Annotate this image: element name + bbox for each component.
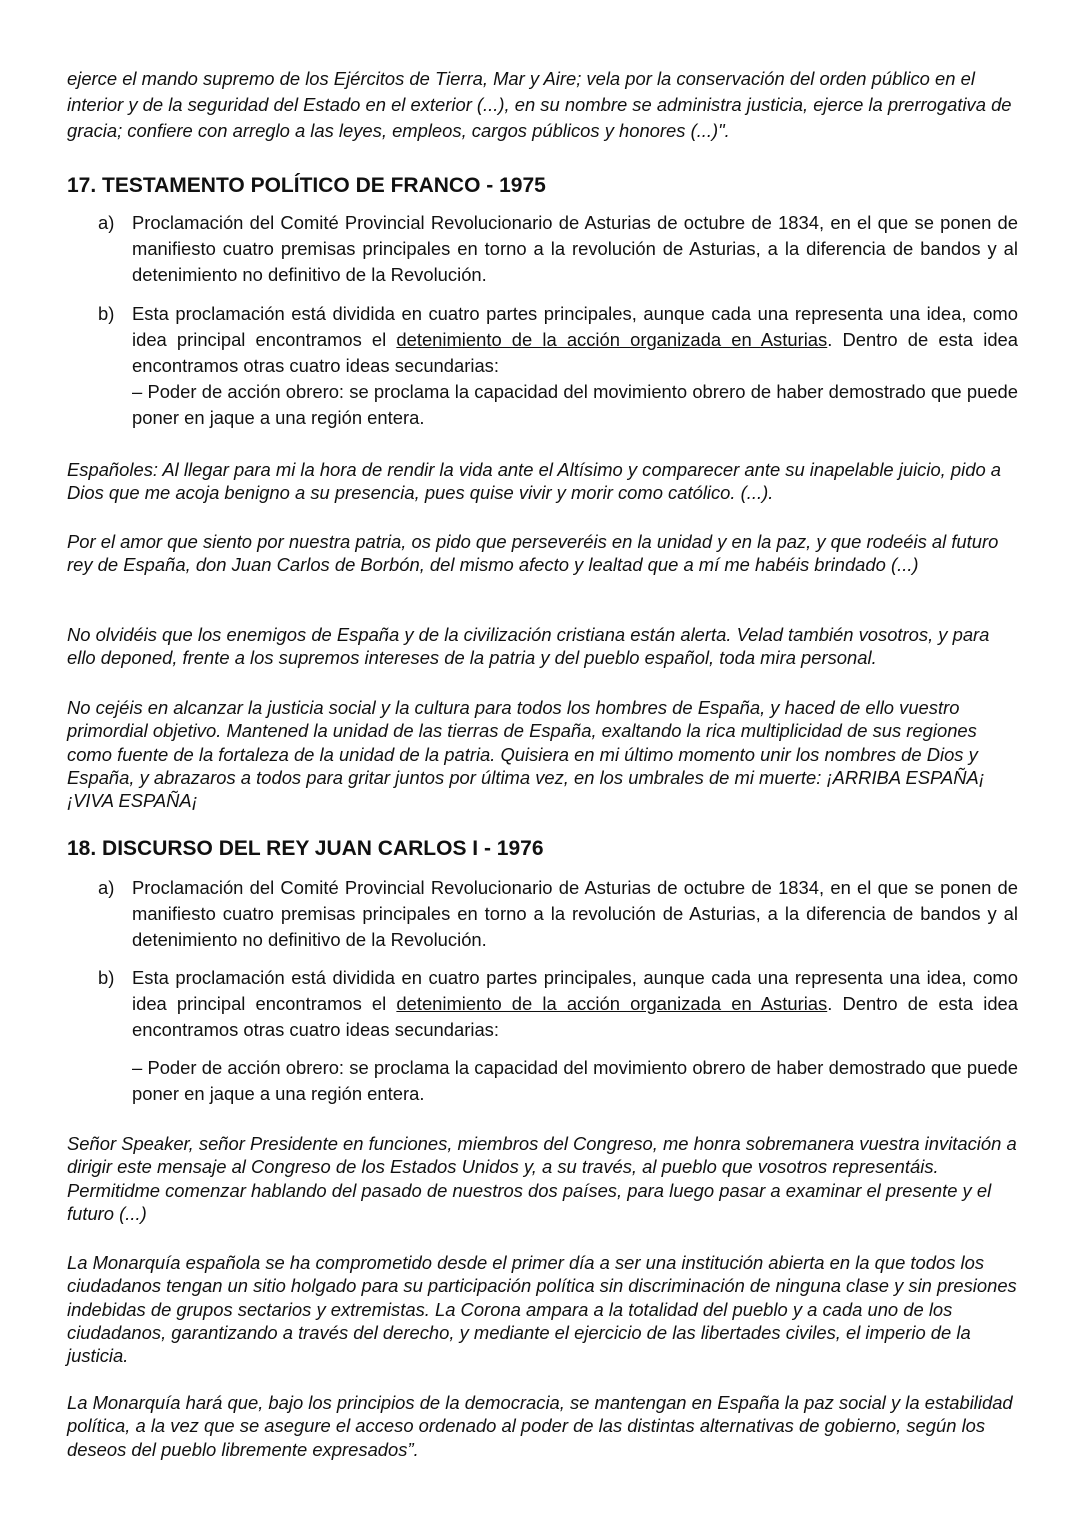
quote-paragraph: La Monarquía española se ha comprometido desde el primer día a ser una institución abierta en la que todos los ciudadanos tengan un sitio holgado para su participación política sin discriminación de ninguna clase y sin presiones indebidas de grupos sectarios y extremistas. La Corona ampara a la totalidad del pueblo y a cada uno de los ciudadanos, garantizando a través del derecho, y mediante el ejercicio de las libertades civiles, el imperio de la justicia.	[67, 1252, 1017, 1367]
dash-point: – Poder de acción obrero: se proclama la capacidad del movimiento obrero de haber demostrado que puede poner en jaque a una región entera.	[132, 381, 1018, 428]
item-label: b)	[98, 303, 115, 324]
section-17-item-b	[98, 301, 1018, 431]
underlined-phrase: detenimiento de la acción organizada en Asturias	[396, 329, 828, 350]
item-text-post: . Dentro de esta idea encontramos otras cuatro ideas secundarias:	[132, 329, 1018, 376]
dash-point: – Poder de acción obrero: se proclama la capacidad del movimiento obrero de haber demostrado que puede poner en jaque a una región entera.	[132, 1057, 1018, 1104]
quote-paragraph: No cejéis en alcanzar la justicia social y la cultura para todos los hombres de España, y haced de ello vuestro primordial objetivo. Mantened la unidad de las tierras de España, exaltando la rica multiplicidad de sus regiones como fuente de la fortaleza de la unidad de la patria. Quisiera en mi último momento unir los nombres de Dios y España, y abrazaros a todos para gritar juntos por última vez, en los umbrales de mi muerte: ¡ARRIBA ESPAÑA¡ ¡VIVA ESPAÑA¡	[67, 697, 985, 812]
item-label: a)	[98, 212, 115, 233]
section-18-heading: 18. DISCURSO DEL REY JUAN CARLOS I - 1976	[67, 837, 544, 860]
section-18-item-a	[98, 875, 1018, 953]
item-text-pre: Esta proclamación está dividida en cuatro partes principales, aunque cada una representa una idea, como idea principal encontramos el	[132, 303, 1018, 350]
item-label: b)	[98, 967, 115, 988]
item-label: a)	[98, 877, 115, 898]
underlined-phrase: detenimiento de la acción organizada en Asturias	[396, 993, 828, 1014]
quote-paragraph: Españoles: Al llegar para mi la hora de rendir la vida ante el Altísimo y comparecer ante su inapelable juicio, pido a Dios que me acoja benigno a su presencia, pues quise vivir y morir como católico. (...).	[67, 459, 1002, 504]
quote-paragraph: Señor Speaker, señor Presidente en funciones, miembros del Congreso, me honra sobremanera vuestra invitación a dirigir este mensaje al Congreso de los Estados Unidos y, a su través, al pueblo que vosotros representáis. Permitidme comenzar hablando del pasado de nuestros dos países, para luego pasar a examinar el presente y el futuro (...)	[67, 1133, 1017, 1224]
section-17-heading: 17. TESTAMENTO POLÍTICO DE FRANCO - 1975	[67, 174, 546, 197]
item-text-post: . Dentro de esta idea encontramos otras cuatro ideas secundarias:	[132, 993, 1018, 1040]
intro-quote: ejerce el mando supremo de los Ejércitos de Tierra, Mar y Aire; vela por la conservación del orden público en el interior y de la seguridad del Estado en el exterior (...), en su nombre se administra justicia, ejerce la prerrogativa de gracia; confiere con arreglo a las leyes, empleos, cargos públicos y honores (...)".	[67, 68, 1012, 141]
quote-paragraph: No olvidéis que los enemigos de España y de la civilización cristiana están alerta. Velad también vosotros, y para ello deponed, frente a los supremos intereses de la patria y del pueblo español, toda mira personal.	[67, 624, 990, 669]
quote-paragraph: La Monarquía hará que, bajo los principios de la democracia, se mantengan en España la paz social y la estabilidad política, a la vez que se asegure el acceso ordenado al poder de las distintas alternativas de gobierno, según los deseos del pueblo libremente expresados”.	[67, 1392, 1013, 1460]
quote-paragraph: Por el amor que siento por nuestra patria, os pido que perseveréis en la unidad y en la paz, y que rodeéis al futuro rey de España, don Juan Carlos de Borbón, del mismo afecto y lealtad que a mí me habéis brindado (...)	[67, 531, 999, 576]
item-text: Proclamación del Comité Provincial Revolucionario de Asturias de octubre de 1834, en el que se ponen de manifiesto cuatro premisas principales en torno a la revolución de Asturias, a la diferencia de bandos y al detenimiento no definitivo de la Revolución.	[132, 212, 1018, 285]
item-text	[132, 301, 1018, 379]
section-18-item-b	[98, 965, 1018, 1107]
item-text	[132, 965, 1018, 1043]
section-17-item-a	[98, 210, 1018, 288]
item-text: Proclamación del Comité Provincial Revolucionario de Asturias de octubre de 1834, en el que se ponen de manifiesto cuatro premisas principales en torno a la revolución de Asturias, a la diferencia de bandos y al detenimiento no definitivo de la Revolución.	[132, 877, 1018, 950]
item-text-pre: Esta proclamación está dividida en cuatro partes principales, aunque cada una representa una idea, como idea principal encontramos el	[132, 967, 1018, 1014]
